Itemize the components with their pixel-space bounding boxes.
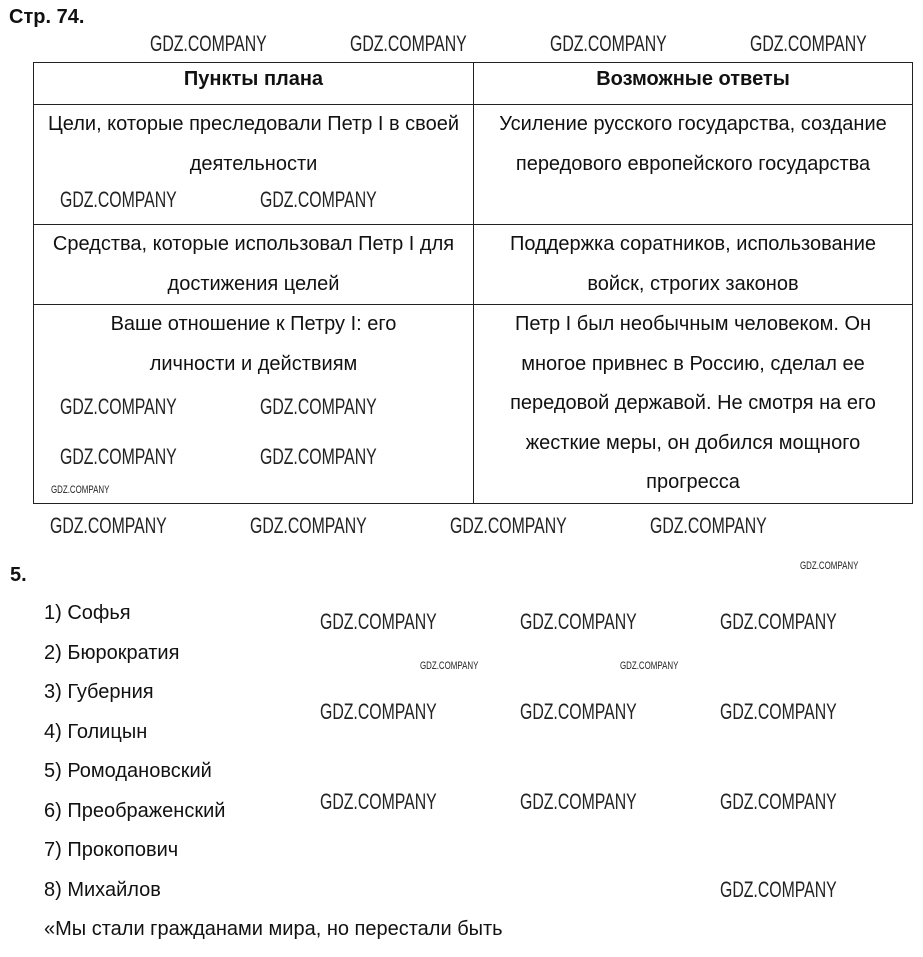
table-cell: Петр I был необычным человеком. Он многое привнес в Россию, сделал ее передовой державой. Не смотря на его жесткие меры, он добился мощного прогресса bbox=[474, 305, 913, 504]
watermark: GDZ.COMPANY bbox=[520, 699, 637, 724]
watermark: GDZ.COMPANY bbox=[650, 513, 767, 538]
watermark: GDZ.COMPANY bbox=[60, 444, 177, 469]
watermark: GDZ.COMPANY bbox=[520, 609, 637, 634]
list-item: 2) Бюрократия bbox=[44, 641, 180, 664]
list-item: 8) Михайлов bbox=[44, 878, 161, 901]
table-cell: Ваше отношение к Петру I: его личности и действиям bbox=[34, 305, 474, 504]
watermark: GDZ.COMPANY bbox=[320, 609, 437, 634]
watermark: GDZ.COMPANY bbox=[320, 699, 437, 724]
table-cell: Поддержка соратников, использование войск, строгих законов bbox=[474, 225, 913, 305]
watermark: GDZ.COMPANY bbox=[420, 660, 479, 672]
watermark: GDZ.COMPANY bbox=[260, 444, 377, 469]
table-row bbox=[34, 305, 913, 504]
plan-table bbox=[33, 62, 913, 504]
watermark: GDZ.COMPANY bbox=[51, 484, 110, 496]
list-item: 3) Губерния bbox=[44, 681, 154, 703]
watermark: GDZ.COMPANY bbox=[260, 187, 377, 212]
page-heading: Стр. 74. bbox=[9, 6, 85, 28]
watermark: GDZ.COMPANY bbox=[720, 877, 837, 902]
watermark: GDZ.COMPANY bbox=[60, 394, 177, 419]
watermark: GDZ.COMPANY bbox=[260, 394, 377, 419]
table-cell: Усиление русского государства, создание передового европейского государства bbox=[474, 105, 913, 225]
list-item: 6) Преображенский bbox=[44, 799, 226, 822]
watermark: GDZ.COMPANY bbox=[350, 31, 467, 56]
watermark: GDZ.COMPANY bbox=[720, 699, 837, 724]
watermark: GDZ.COMPANY bbox=[620, 660, 679, 672]
table-header-row bbox=[34, 63, 913, 105]
list-item: 4) Голицын bbox=[44, 720, 148, 743]
list-item: 7) Прокопович bbox=[44, 839, 179, 861]
column-header: Пункты плана bbox=[34, 63, 474, 105]
section-number: 5. bbox=[10, 564, 27, 586]
watermark: GDZ.COMPANY bbox=[800, 560, 859, 572]
watermark: GDZ.COMPANY bbox=[450, 513, 567, 538]
list-item: 5) Ромодановский bbox=[44, 760, 212, 782]
watermark: GDZ.COMPANY bbox=[750, 31, 867, 56]
table-cell: Средства, которые использовал Петр I для достижения целей bbox=[34, 225, 474, 305]
watermark: GDZ.COMPANY bbox=[50, 513, 167, 538]
watermark: GDZ.COMPANY bbox=[250, 513, 367, 538]
watermark: GDZ.COMPANY bbox=[720, 609, 837, 634]
answer-list bbox=[44, 594, 503, 950]
watermark: GDZ.COMPANY bbox=[150, 31, 267, 56]
table-row bbox=[34, 225, 913, 305]
table-cell: Цели, которые преследовали Петр I в своей деятельности bbox=[34, 105, 474, 225]
list-item: 1) Софья bbox=[44, 602, 131, 624]
watermark: GDZ.COMPANY bbox=[320, 789, 437, 814]
watermark: GDZ.COMPANY bbox=[60, 187, 177, 212]
watermark: GDZ.COMPANY bbox=[550, 31, 667, 56]
column-header: Возможные ответы bbox=[474, 63, 913, 105]
watermark: GDZ.COMPANY bbox=[720, 789, 837, 814]
table-row bbox=[34, 105, 913, 225]
watermark: GDZ.COMPANY bbox=[520, 789, 637, 814]
list-item: «Мы стали гражданами мира, но перестали быть bbox=[44, 918, 503, 940]
